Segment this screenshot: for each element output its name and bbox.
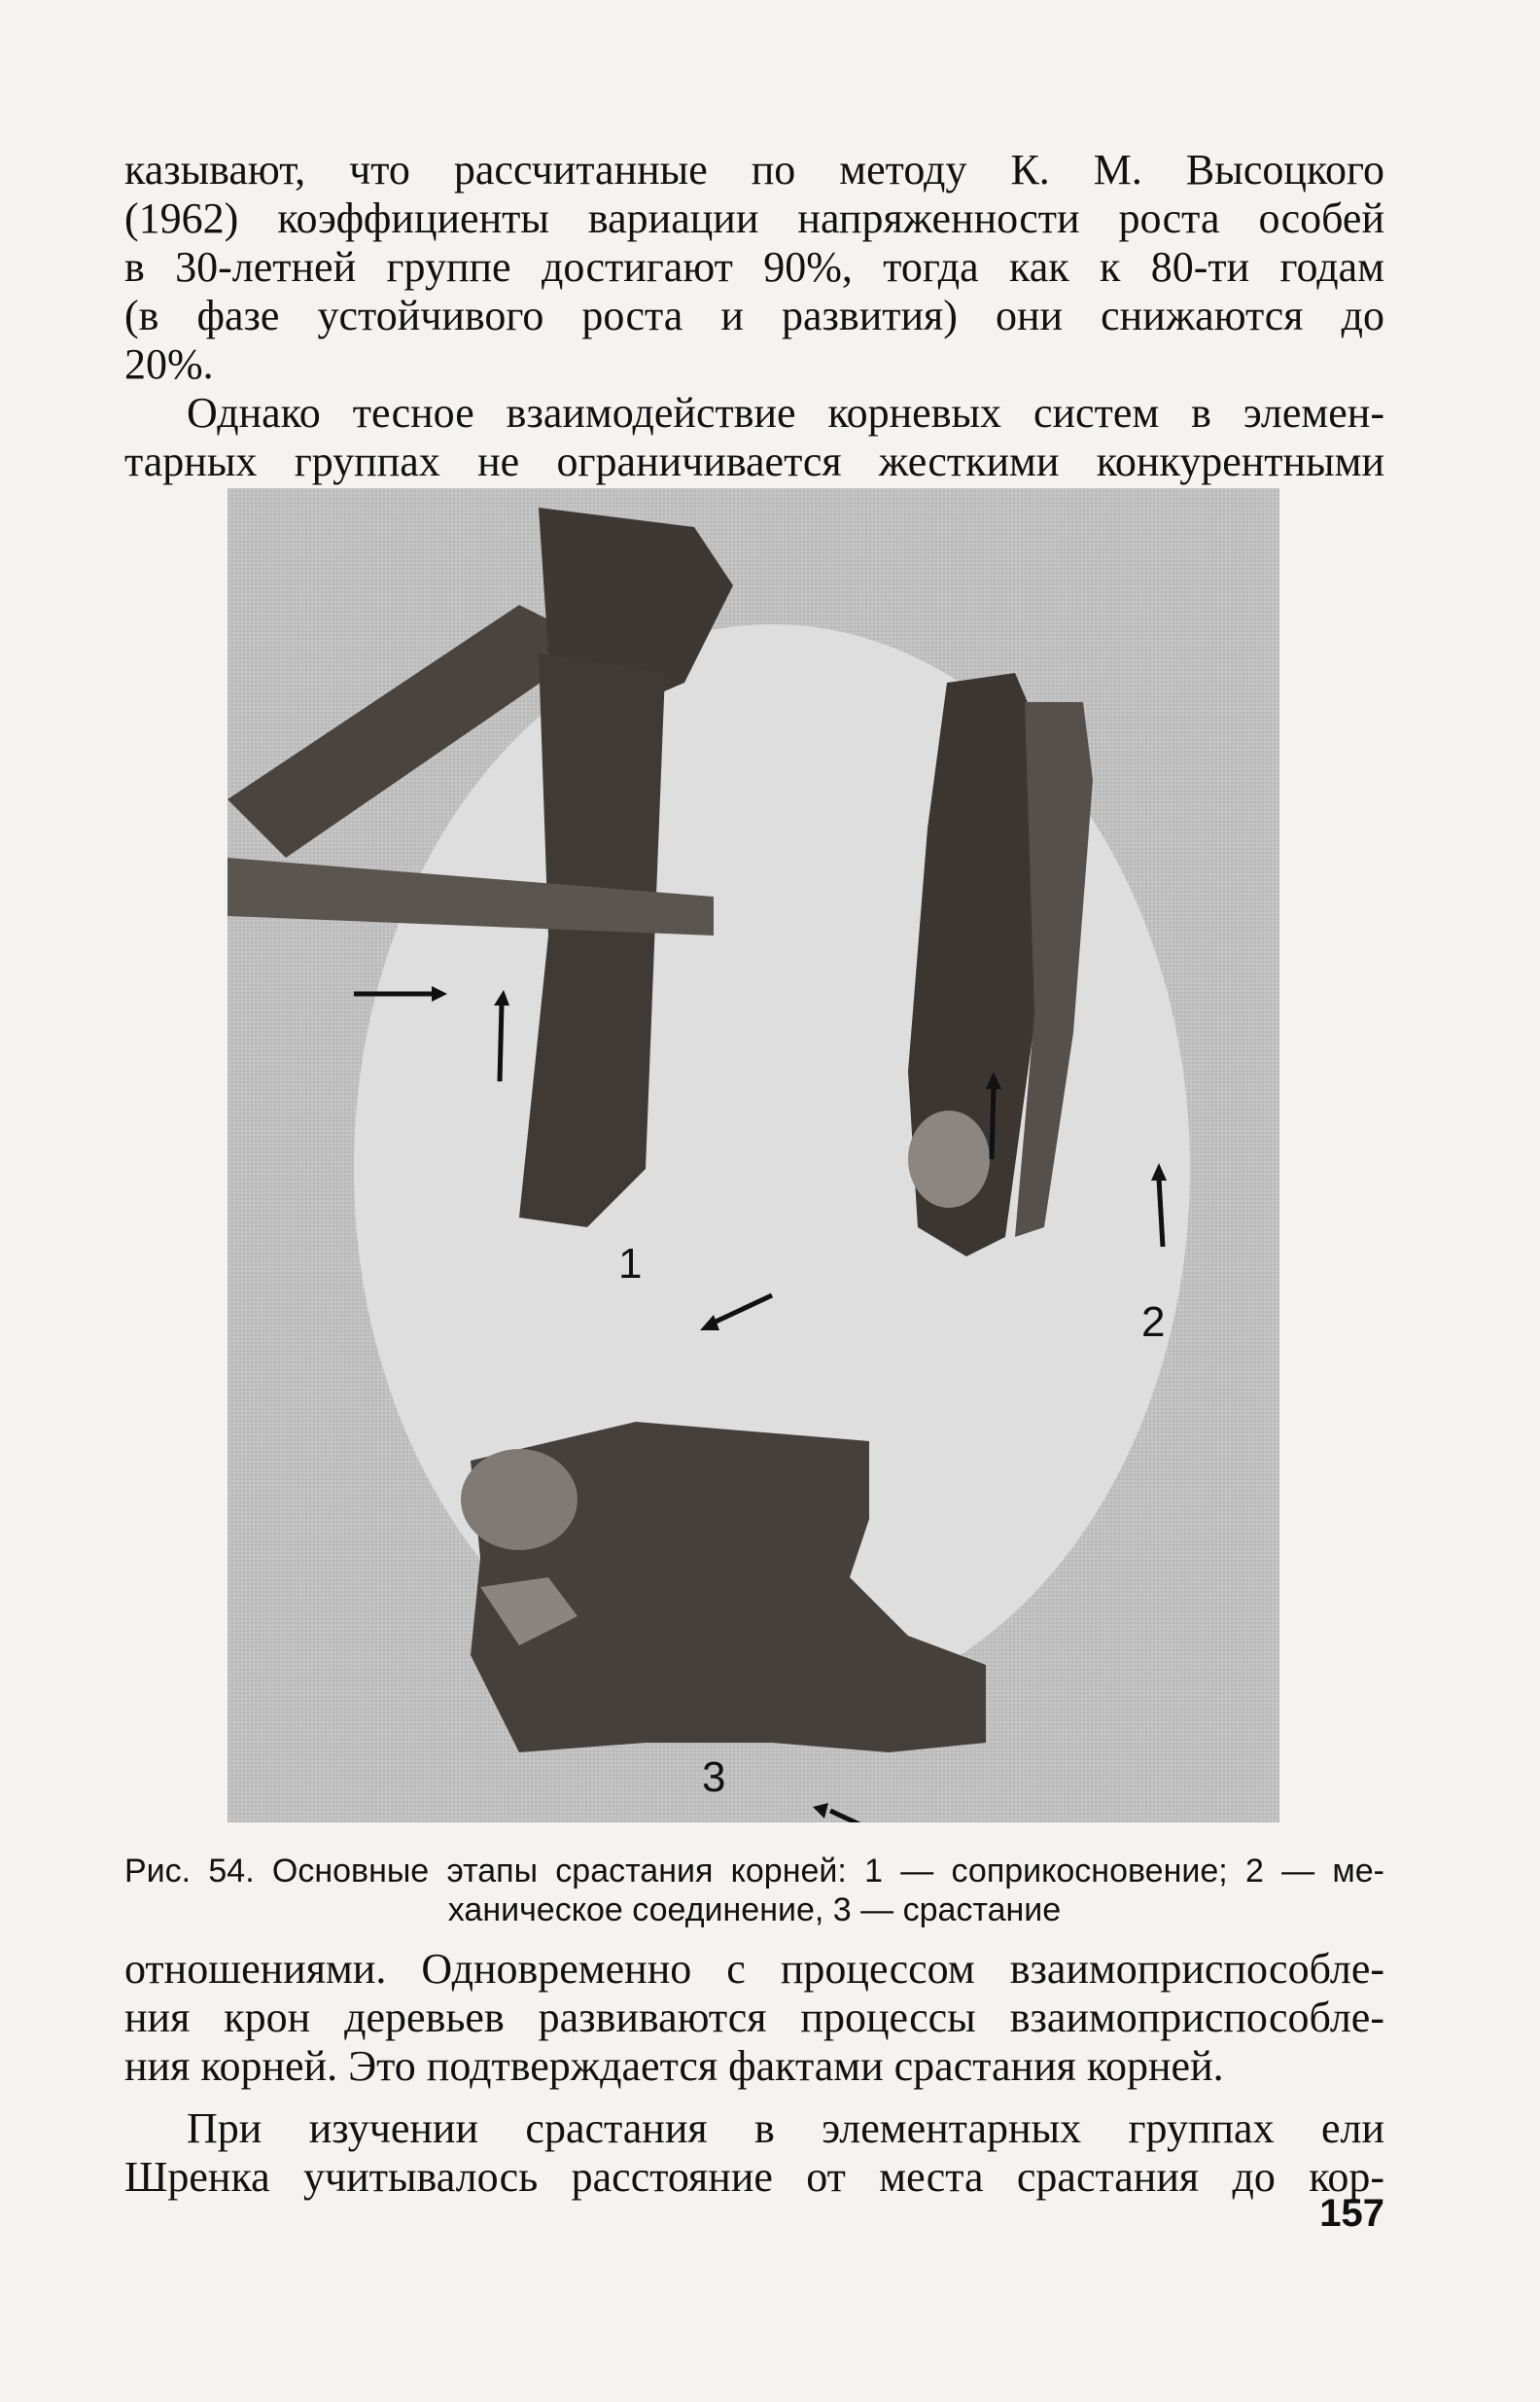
text-line: отношениями. Одновременно с процессом взаимоприспособле-: [124, 1945, 1384, 1993]
page-number: 157: [1319, 2192, 1384, 2235]
text-line: ния корней. Это подтверждается фактами срастания корней.: [124, 2042, 1224, 2090]
text-line: казывают, что рассчитанные по методу К. М. Высоцкого: [124, 146, 1384, 194]
root-fusion-photo: [228, 488, 1279, 1822]
text-line: тарных группах не ограничивается жесткими конкурентными: [124, 438, 1384, 485]
text-line: в 30-летней группе достигают 90%, тогда как к 80-ти годам: [124, 243, 1384, 291]
top-text: [124, 146, 1384, 486]
text-line: ния крон деревьев развиваются процессы взаимоприспособле-: [124, 1994, 1384, 2041]
bottom-text: [124, 1945, 1384, 2202]
text-line: Шренка учитывалось расстояние от места срастания до кор-: [124, 2153, 1384, 2201]
text-line: При изучении срастания в элементарных группах ели: [187, 2104, 1384, 2152]
text-line: 20%.: [124, 340, 214, 388]
figure-label: 3: [702, 1753, 726, 1801]
figure-label: 1: [618, 1240, 643, 1288]
text-line: (в фазе устойчивого роста и развития) они снижаются до: [124, 292, 1384, 339]
figure-caption: [124, 1852, 1384, 1929]
caption-line: Рис. 54. Основные этапы срастания корней: 1 — соприкосновение; 2 — ме-: [124, 1853, 1384, 1890]
figure-label: 2: [1141, 1298, 1166, 1346]
caption-line: ханическое соединение, 3 — срастание: [447, 1891, 1062, 1928]
text-line: Однако тесное взаимодействие корневых систем в элемен-: [187, 389, 1384, 437]
text-line: (1962) коэффициенты вариации напряженности роста особей: [124, 194, 1384, 242]
